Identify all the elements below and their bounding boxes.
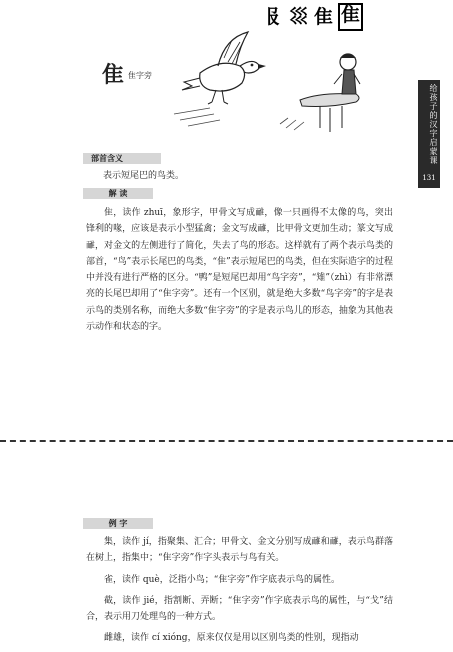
example-item: 截，读作 jié，指割断、弄断；“隹字旁”作字底表示鸟的属性，与“戈”结合，表示用刀处理鸟的一种方式。	[86, 595, 393, 623]
page-divider	[0, 440, 453, 442]
section-meaning-text: 表示短尾巴的鸟类。	[103, 171, 185, 181]
regular-glyph: 隹	[338, 3, 363, 31]
section-explain-text: 隹，读作 zhuī，象形字，甲骨文写成𨾿，像一只画得不太像的鸟，突出锋利的喙，应该是表示小型猛禽；金文写成𨾿，比甲骨文更加生动；篆文写成𨾿，对金文的左侧进行了简化，失去了鸟的形态。这样就有了两个表示鸟类的部首，“鸟”表示长尾巴的鸟类，“隹”表示短尾巴的鸟类，但在实际造字的过程中并没有进行严格的区分。“鸭”是短尾巴却用“鸟字旁”，“雉”（zhì）有非常漂亮的长尾巴却用了“隹字旁”。还有一个区别，就是绝大多数“鸟字旁”的字是表示鸟的类别名称，而绝大多数“隹字旁”的字是表示鸟儿的形态，抽象为其他表示动作和状态的字。	[86, 208, 393, 333]
section-examples-header: 例 字	[83, 518, 153, 529]
section-explain-header: 解 读	[83, 188, 153, 199]
bird-and-boy-illustration	[170, 28, 370, 138]
bronze-glyph: 𡿭	[288, 6, 308, 28]
examples-list	[86, 534, 393, 652]
glyph-evolution-strip	[263, 4, 363, 30]
example-item: 雀，读作 què，泛指小鸟；“隹字旁”作字底表示鸟的属性。	[104, 574, 340, 585]
radical-char: 隹	[102, 63, 125, 88]
page-number: 131	[422, 174, 436, 182]
example-item: 集，读作 jí，指聚集、汇合；甲骨文、金文分别写成𨾿和𨾿，表示鸟群落在树上，指集中；“隹字旁”作字头表示与鸟有关。	[86, 537, 393, 564]
seal-glyph: 隹	[313, 6, 333, 28]
section-meaning-header: 部首含义	[83, 153, 161, 164]
example-item: 雌雄，读作 cí xióng，原来仅仅是用以区别鸟类的性别，现指动	[104, 633, 359, 644]
oracle-bone-glyph: 𠬝	[263, 6, 283, 28]
radical-name: 隹字旁	[128, 71, 152, 80]
side-tab-text: 给孩子的汉字启蒙课	[429, 84, 438, 165]
